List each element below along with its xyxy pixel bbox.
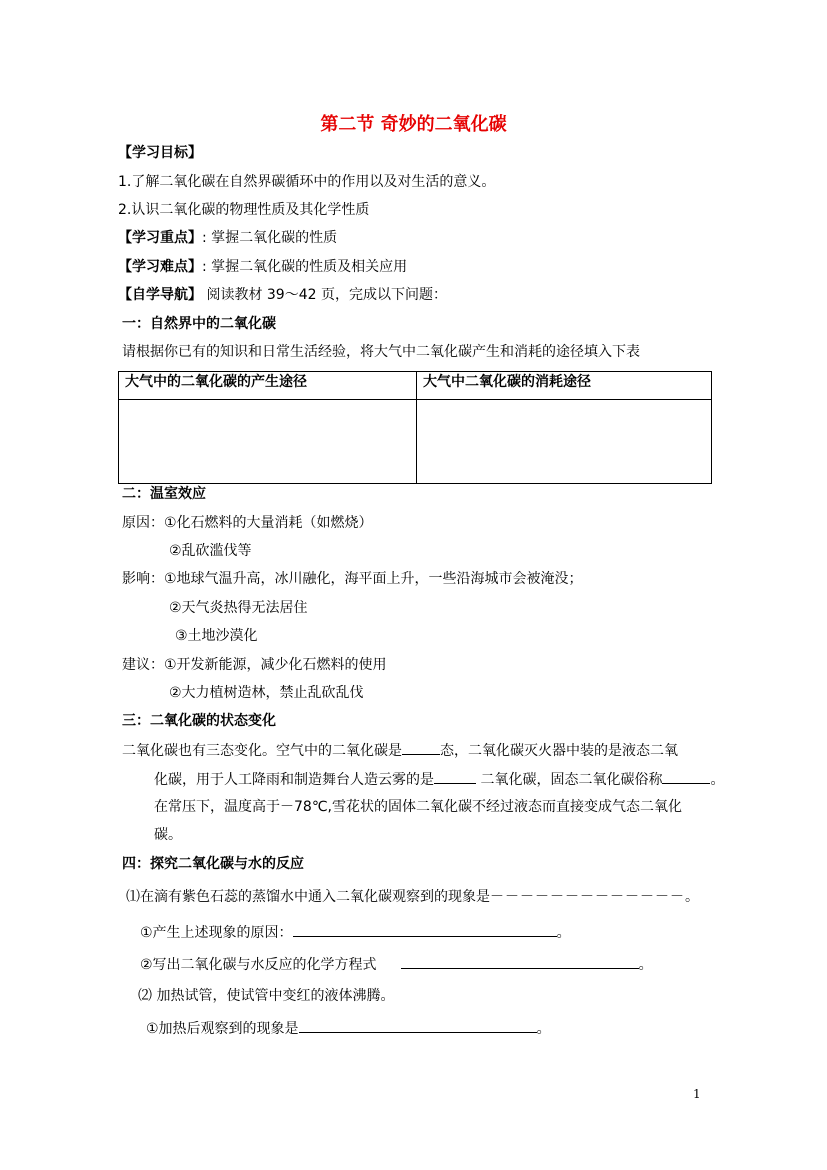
- answer-cell-production[interactable]: [119, 400, 417, 484]
- section3-heading: 三：二氧化碳的状态变化: [122, 713, 276, 729]
- section3-line1-text-a: 二氧化碳也有三态变化。空气中的二氧化碳是: [122, 743, 402, 759]
- guide-label: 【自学导航】: [118, 287, 202, 303]
- section3-line-2: [154, 769, 724, 790]
- goal-item-1: 1.了解二氧化碳在自然界碳循环中的作用以及对生活的意义。: [118, 174, 496, 190]
- section3-line-3: 在常压下，温度高于－78℃,雪花状的固体二氧化碳不经过液态而直接变成气态二氧化: [154, 799, 682, 815]
- focus-text: : 掌握二氧化碳的性质: [202, 230, 338, 246]
- section3-line2-text-b: 二氧化碳，固态二氧化碳俗称: [476, 772, 663, 788]
- focus-line: [118, 228, 337, 248]
- effect-line-1: 影响：①地球气温升高，冰川融化，海平面上升，一些沿海城市会被淹没；: [122, 571, 583, 587]
- section4-q1a: [140, 922, 571, 943]
- section3-line-4: 碳。: [154, 827, 182, 843]
- section4-heading: 四：探究二氧化碳与水的反应: [122, 856, 304, 872]
- cause-line-1: 原因：①化石燃料的大量消耗（如燃烧）: [122, 515, 373, 531]
- page-number: 1: [693, 1087, 701, 1101]
- effect-line-2: ②天气炎热得无法居住: [169, 600, 308, 616]
- blank-cloud-co2[interactable]: [434, 769, 476, 784]
- answer-cell-consumption[interactable]: [417, 400, 712, 484]
- q1-dash-blank[interactable]: －－－－－－－－－－－－－: [490, 889, 685, 905]
- table-header-production: 大气中的二氧化碳的产生途径: [119, 372, 417, 400]
- focus-label: 【学习重点】: [118, 230, 202, 246]
- section3-line-1: [122, 740, 678, 761]
- section3-line1-text-b: 态，二氧化碳灭火器中装的是液态二氧: [440, 743, 678, 759]
- blank-solid-co2-name[interactable]: [662, 769, 710, 784]
- section1-heading: 一：自然界中的二氧化碳: [122, 316, 276, 332]
- section3-line2-text-a: 化碳，用于人工降雨和制造舞台人造云雾的是: [154, 772, 434, 788]
- difficulty-line: [118, 257, 407, 277]
- q1a-end: 。: [556, 925, 571, 941]
- section2-heading: 二：温室效应: [122, 486, 206, 502]
- section4-q1b: [140, 954, 653, 975]
- q1-end: 。: [685, 889, 699, 905]
- section4-q2: ⑵ 加热试管，使试管中变红的液体沸腾。: [138, 988, 395, 1004]
- guide-line: [118, 285, 447, 305]
- table-header-row: [119, 372, 712, 400]
- difficulty-text: : 掌握二氧化碳的性质及相关应用: [202, 259, 408, 275]
- q1b-text: ②写出二氧化碳与水反应的化学方程式: [140, 957, 377, 973]
- blank-heating-observation[interactable]: [299, 1018, 537, 1033]
- blank-reason[interactable]: [293, 922, 557, 937]
- cause-line-2: ②乱砍滥伐等: [169, 543, 252, 559]
- table-header-consumption: 大气中二氧化碳的消耗途径: [417, 372, 712, 400]
- effect-line-3: ③土地沙漠化: [175, 628, 258, 644]
- advice-line-1: 建议：①开发新能源，减少化石燃料的使用: [122, 657, 387, 673]
- blank-air-state[interactable]: [402, 740, 440, 755]
- blank-equation[interactable]: [401, 954, 639, 969]
- q2a-end: 。: [536, 1021, 551, 1037]
- q1-text: ⑴在滴有紫色石蕊的蒸馏水中通入二氧化碳观察到的现象是: [126, 889, 490, 905]
- section4-q2a: [146, 1018, 551, 1039]
- co2-pathways-table: [118, 371, 712, 484]
- document-title: 第二节 奇妙的二氧化碳: [320, 114, 507, 135]
- difficulty-label: 【学习难点】: [118, 259, 202, 275]
- section1-intro: 请根据你已有的知识和日常生活经验，将大气中二氧化碳产生和消耗的途径填入下表: [122, 344, 640, 360]
- q1b-end: 。: [638, 957, 653, 973]
- section4-q1: [126, 887, 699, 907]
- goal-item-2: 2.认识二氧化碳的物理性质及其化学性质: [118, 202, 370, 218]
- section3-line2-text-c: 。: [710, 772, 725, 788]
- guide-text: 阅读教材 39～42 页，完成以下问题：: [202, 287, 447, 303]
- table-answer-row: [119, 400, 712, 484]
- goals-heading: 【学习目标】: [118, 145, 202, 161]
- q1a-text: ①产生上述现象的原因：: [140, 925, 293, 941]
- q2a-text: ①加热后观察到的现象是: [146, 1021, 299, 1037]
- advice-line-2: ②大力植树造林，禁止乱砍乱伐: [169, 685, 364, 701]
